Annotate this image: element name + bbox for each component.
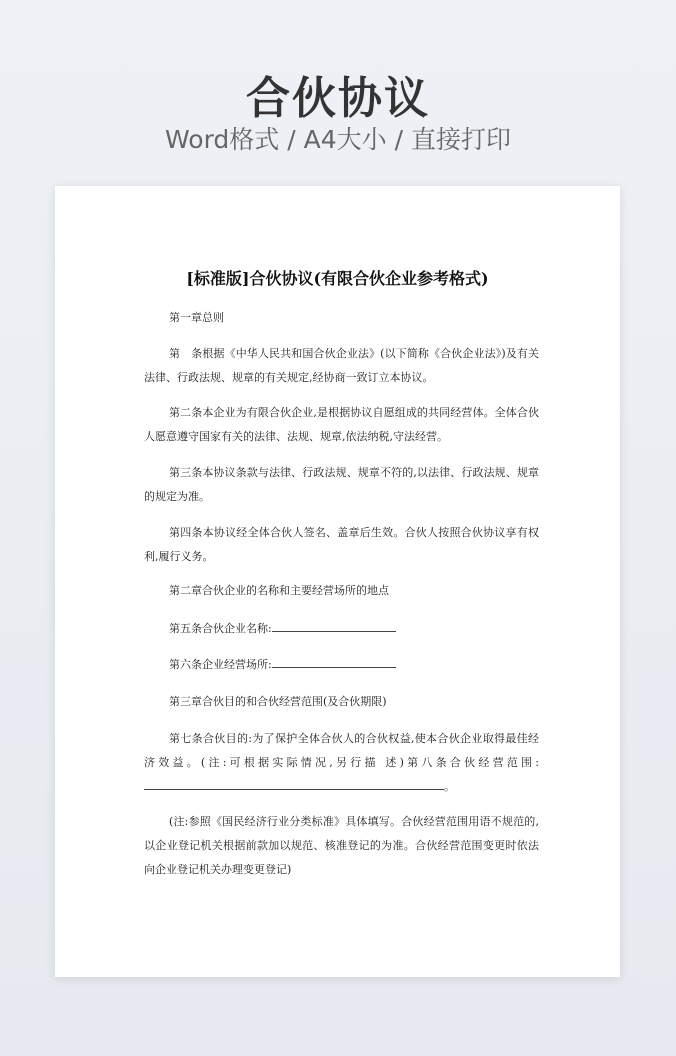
article-7 [144,727,539,799]
article-7-text: 第七条合伙目的:为了保护全体合伙人的合伙权益,使本合伙企业取得最佳经济效益。(注:可根据实际情况,另行描 述)第八条合伙经营范围: [144,732,539,769]
article-5-label: 第五条合伙企业名称: [169,622,272,635]
scope-note: (注:参照《国民经济行业分类标准》具体填写。合伙经营范围用语不规范的,以企业登记机关根据前款加以规范、核准登记的为准。合伙经营范围变更时依法向企业登记机关办理变更登记) [144,815,539,876]
article-7-end: 。 [444,780,455,793]
chapter-1-heading: 第一章总则 [169,311,224,324]
article-1: 第 条根据《中华人民共和国合伙企业法》(以下简称《合伙企业法》)及有关法律、行政法规、规章的有关规定,经协商一致订立本协议。 [144,347,539,384]
article-3: 第三条本协议条款与法律、行政法规、规章不符的,以法律、行政法规、规章的规定为准。 [144,466,539,503]
document-page [55,186,620,977]
chapter-2-heading: 第二章合伙企业的名称和主要经营场所的地点 [169,584,389,597]
enterprise-name-blank [272,619,396,632]
business-location-blank [272,655,396,668]
article-4: 第四条本协议经全体合伙人签名、盖章后生效。合伙人按照合伙协议享有权利,履行义务。 [144,526,539,563]
article-2: 第二条本企业为有限合伙企业,是根据协议自愿组成的共同经营体。全体合伙人愿意遵守国家有关的法律、法规、规章,依法纳税,守法经营。 [144,406,539,443]
banner-title: 合伙协议 [246,73,430,124]
business-scope-blank [144,777,444,790]
banner-subtitle: Word格式 / A4大小 / 直接打印 [165,125,511,154]
article-5 [144,617,539,641]
article-6-label: 第六条企业经营场所: [169,658,272,671]
article-6 [144,653,539,677]
document-title: [标准版]合伙协议(有限合伙企业参考格式) [186,269,489,288]
chapter-3-heading: 第三章合伙目的和合伙经营范围(及合伙期限) [169,695,387,708]
